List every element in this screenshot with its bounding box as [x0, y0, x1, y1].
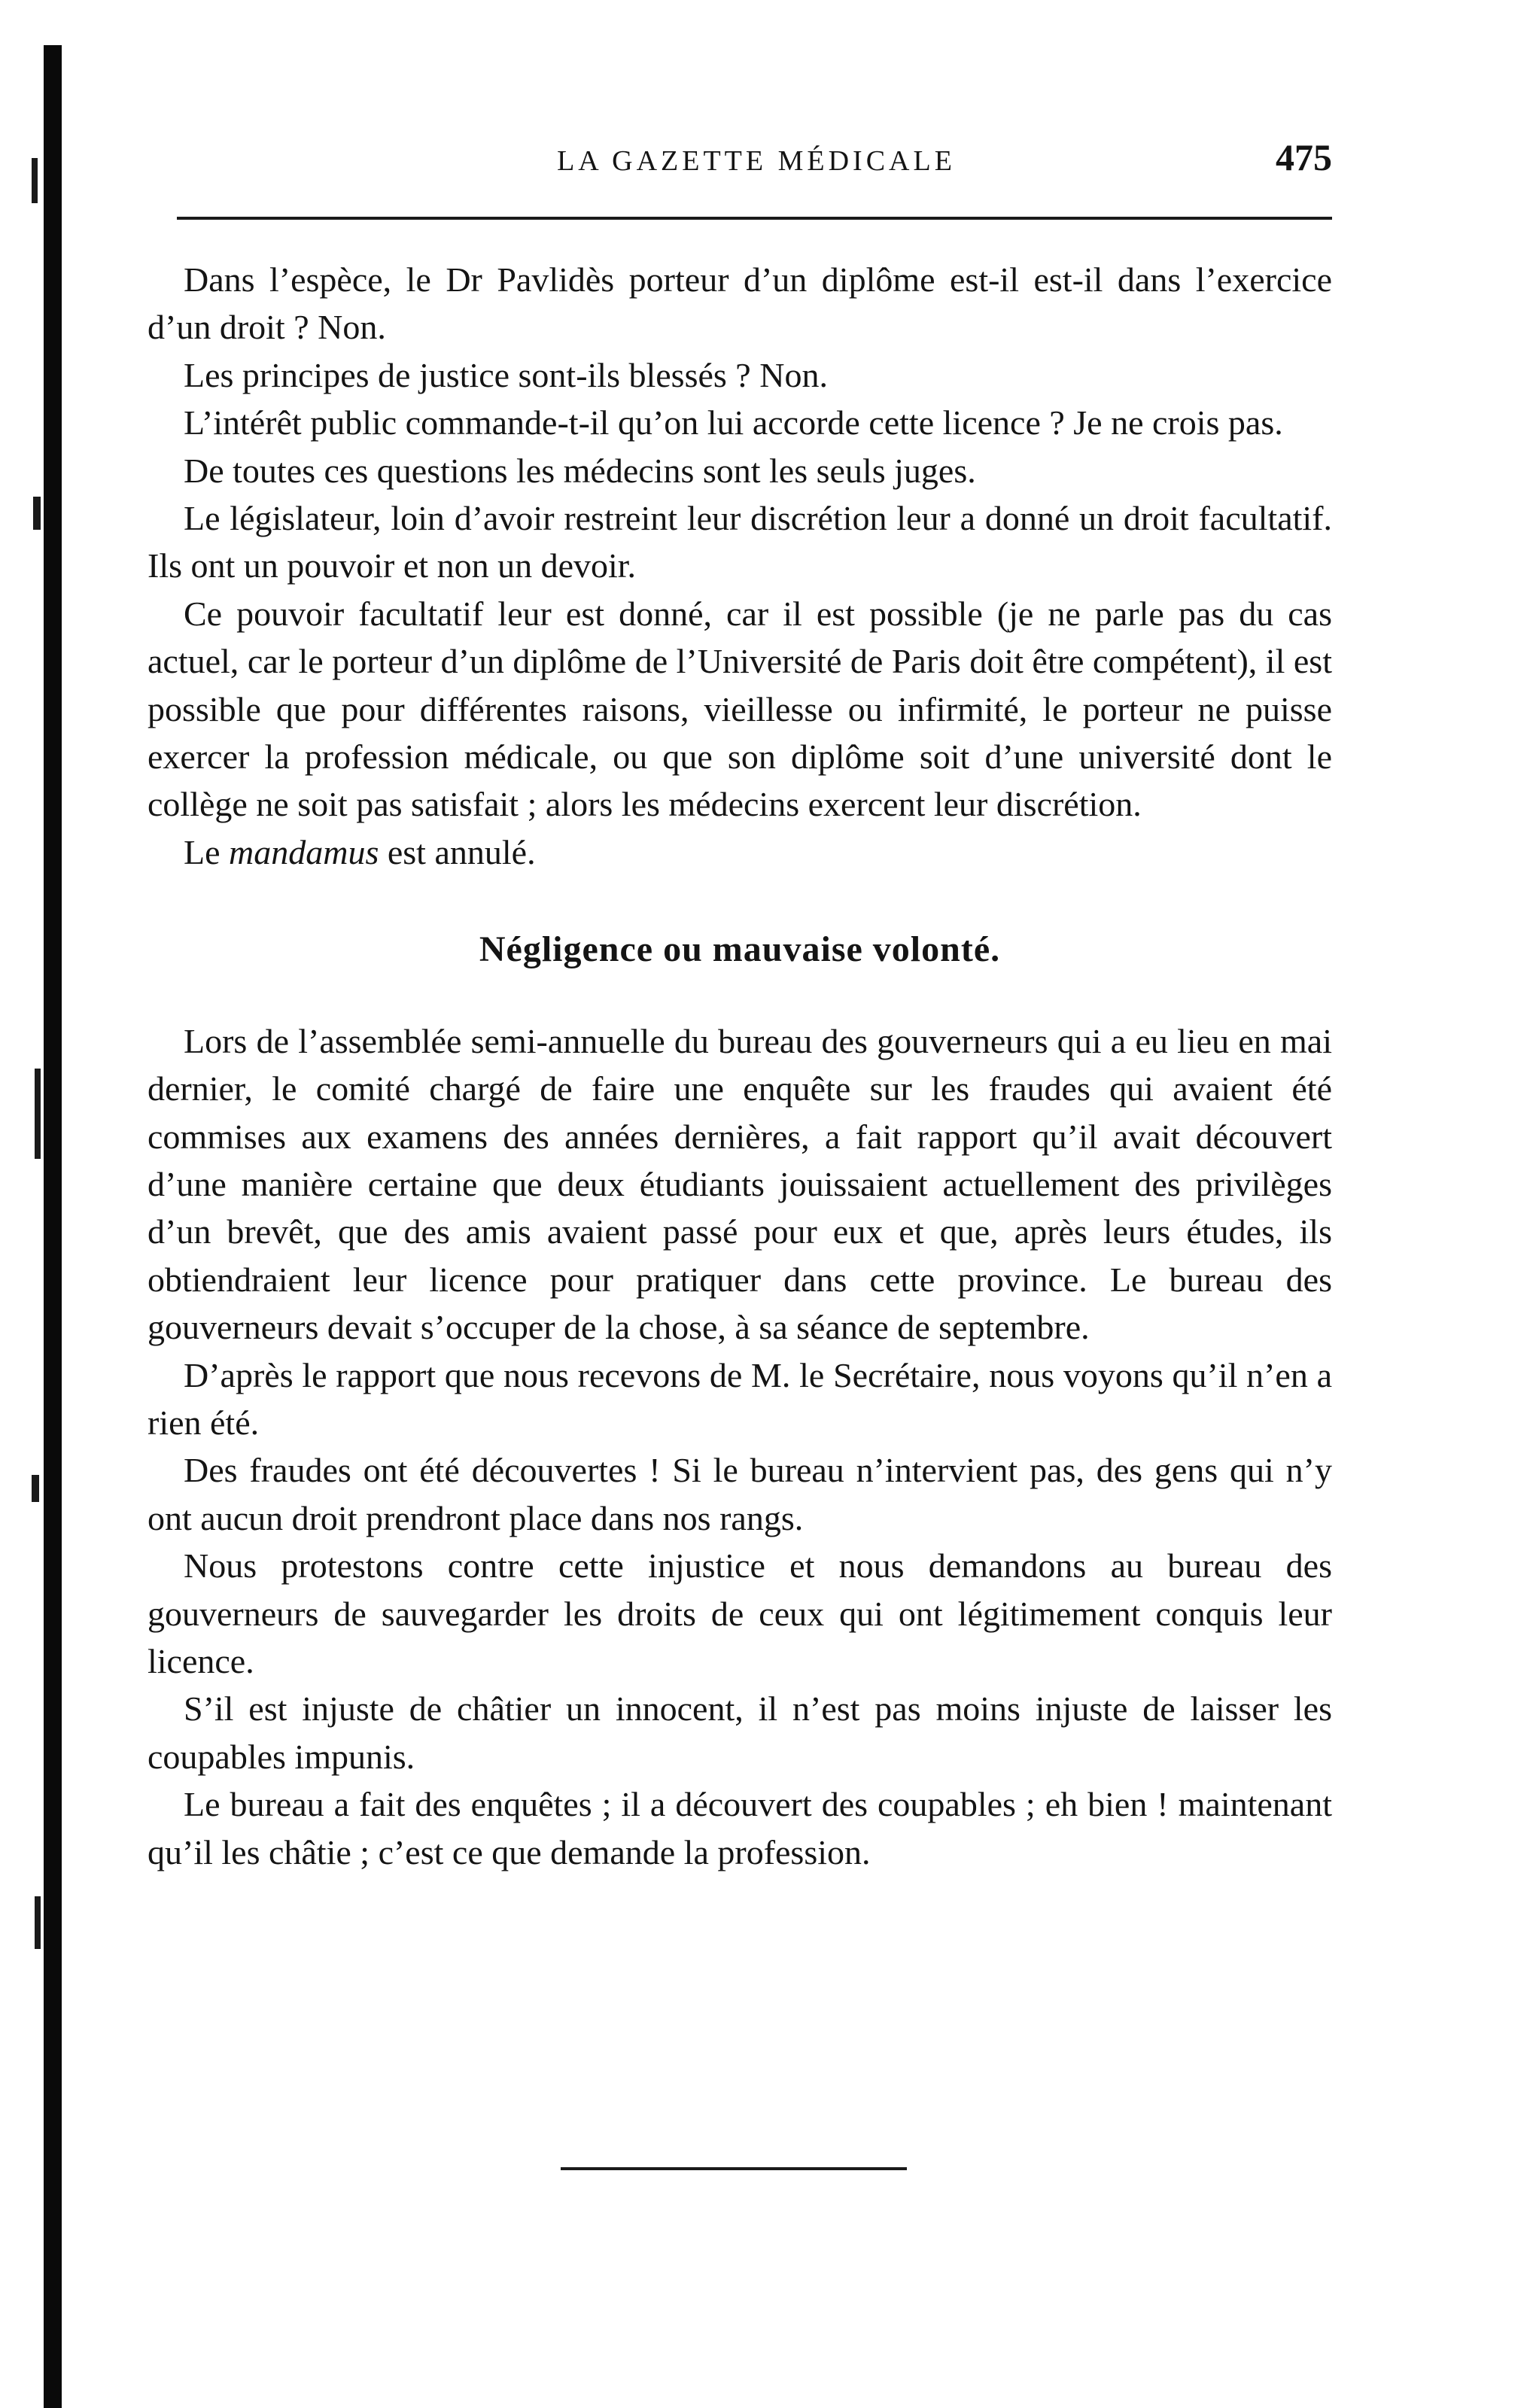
section-heading: Négligence ou mauvaise volonté.	[479, 929, 1001, 970]
paragraph: Les principes de justice sont-ils blessés ? Non.	[184, 355, 828, 394]
paragraph: D’après le rapport que nous recevons de M. le Secrétaire, nous voyons qu’il n’en a rien été.	[148, 1355, 1332, 1442]
closing-rule	[561, 2167, 907, 2170]
paragraph: S’il est injuste de châtier un innocent, il n’est pas moins injuste de laisser les coupables impunis.	[148, 1689, 1332, 1776]
binding-speck	[35, 1069, 41, 1159]
verdict-suffix: est annulé.	[387, 832, 536, 871]
binding-speck	[35, 1896, 41, 1949]
binding-speck	[32, 158, 38, 203]
running-head	[181, 135, 1332, 196]
paragraph: Le législateur, loin d’avoir restreint leur discrétion leur a donné un droit facultatif. Ils ont un pouvoir et non un devoir.	[148, 499, 1332, 585]
paragraph: Lors de l’assemblée semi-annuelle du bureau des gouverneurs qui a eu lieu en mai dernier, le comité chargé de faire une enquête sur les fraudes qui avaient été commises aux examens des années dernières, a fait rapport qu’il avait découvert d’une manière certaine que deux étudiants jouissaient actuellement des privilèges d’un brevêt, que des amis avaient passé pour eux et que, après leurs études, ils obtiendraient leur licence pour pratiquer dans cette province. Le bureau des gouverneurs devait s’occuper de la chose, à sa séance de septembre.	[148, 1021, 1332, 1347]
mandamus-term: mandamus	[229, 832, 379, 871]
verdict-paragraph	[148, 829, 1332, 876]
paragraph: Dans l’espèce, le Dr Pavlidès porteur d’un diplôme est-il est-il dans l’exercice d’un droit ? Non.	[148, 260, 1332, 347]
header-rule	[177, 217, 1332, 220]
paragraph: Ce pouvoir facultatif leur est donné, car il est possible (je ne parle pas du cas actuel, car le porteur d’un diplôme de l’Université de Paris doit être compétent), il est possible que pour différentes raisons, vieillesse ou infirmité, le porteur ne puisse exercer la profession médicale, ou que son diplôme soit d’une université dont le collège ne soit pas satisfait ; alors les médecins exercent leur discrétion.	[148, 594, 1332, 824]
paragraph: Des fraudes ont été découvertes ! Si le bureau n’intervient pas, des gens qui n’y ont aucun droit prendront place dans nos rangs.	[148, 1451, 1332, 1537]
binding-speck	[33, 497, 41, 530]
paragraph: L’intérêt public commande-t-il qu’on lui accorde cette licence ? Je ne crois pas.	[184, 403, 1283, 442]
verdict-prefix: Le	[184, 832, 221, 871]
binding-edge	[44, 45, 62, 2408]
binding-speck	[32, 1475, 39, 1502]
paragraph: Nous protestons contre cette injustice et nous demandons au bureau des gouverneurs de sauvegarder les droits de ceux qui ont légitimement conquis leur licence.	[148, 1546, 1332, 1680]
paragraph: De toutes ces questions les médecins sont les seuls juges.	[184, 451, 976, 490]
paragraph: Le bureau a fait des enquêtes ; il a découvert des coupables ; eh bien ! maintenant qu’il les châtie ; c’est ce que demande la profession.	[148, 1785, 1332, 1871]
article-body	[148, 256, 1332, 1876]
journal-title: LA GAZETTE MÉDICALE	[557, 145, 956, 177]
page-number: 475	[1276, 136, 1332, 178]
